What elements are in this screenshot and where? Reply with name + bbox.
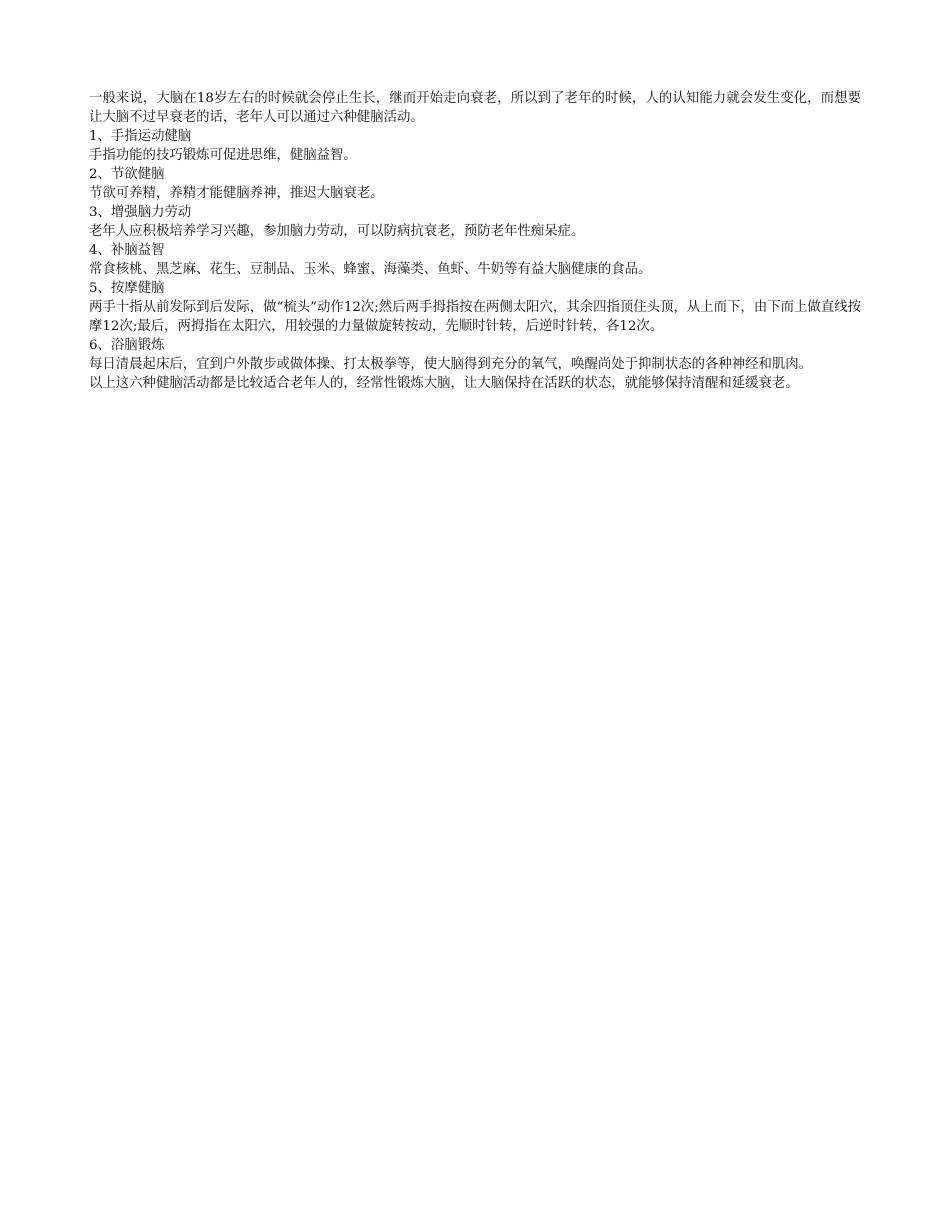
section-heading-6: 6、浴脑锻炼 (89, 338, 165, 353)
section-body-2: 节欲可养精，养精才能健脑养神，推迟大脑衰老。 (89, 186, 384, 201)
section-heading-4: 4、补脑益智 (89, 243, 165, 258)
section-heading-5: 5、按摩健脑 (89, 281, 165, 296)
section-heading-2: 2、节欲健脑 (89, 167, 165, 182)
section-body-1: 手指功能的技巧锻炼可促进思维，健脑益智。 (89, 148, 357, 163)
conclusion-paragraph: 以上这六种健脑活动都是比较适合老年人的，经常性锻炼大脑，让大脑保持在活跃的状态，就能够保持清醒和延缓衰老。 (89, 376, 799, 391)
intro-paragraph: 一般来说，大脑在18岁左右的时候就会停止生长，继而开始走向衰老，所以到了老年的时候，人的认知能力就会发生变化，而想要让大脑不过早衰老的话，老年人可以通过六种健脑活动。 (89, 91, 861, 125)
section-heading-3: 3、增强脑力劳动 (89, 205, 192, 220)
section-heading-1: 1、手指运动健脑 (89, 129, 192, 144)
section-body-3: 老年人应积极培养学习兴趣，参加脑力劳动，可以防病抗衰老，预防老年性痴呆症。 (89, 224, 585, 239)
section-body-5: 两手十指从前发际到后发际，做“梳头”动作12次;然后两手拇指按在两侧太阳穴，其余四指顶住头顶，从上而下，由下而上做直线按摩12次;最后，两拇指在太阳穴，用较强的力量做旋转按动，先顺时针转，后逆时针转，各12次。 (89, 300, 861, 334)
section-body-6: 每日清晨起床后，宜到户外散步或做体操、打太极拳等，使大脑得到充分的氧气，唤醒尚处于抑制状态的各种神经和肌肉。 (89, 357, 813, 372)
document-page (89, 89, 861, 393)
section-body-4: 常食核桃、黑芝麻、花生、豆制品、玉米、蜂蜜、海藻类、鱼虾、牛奶等有益大脑健康的食品。 (89, 262, 652, 277)
